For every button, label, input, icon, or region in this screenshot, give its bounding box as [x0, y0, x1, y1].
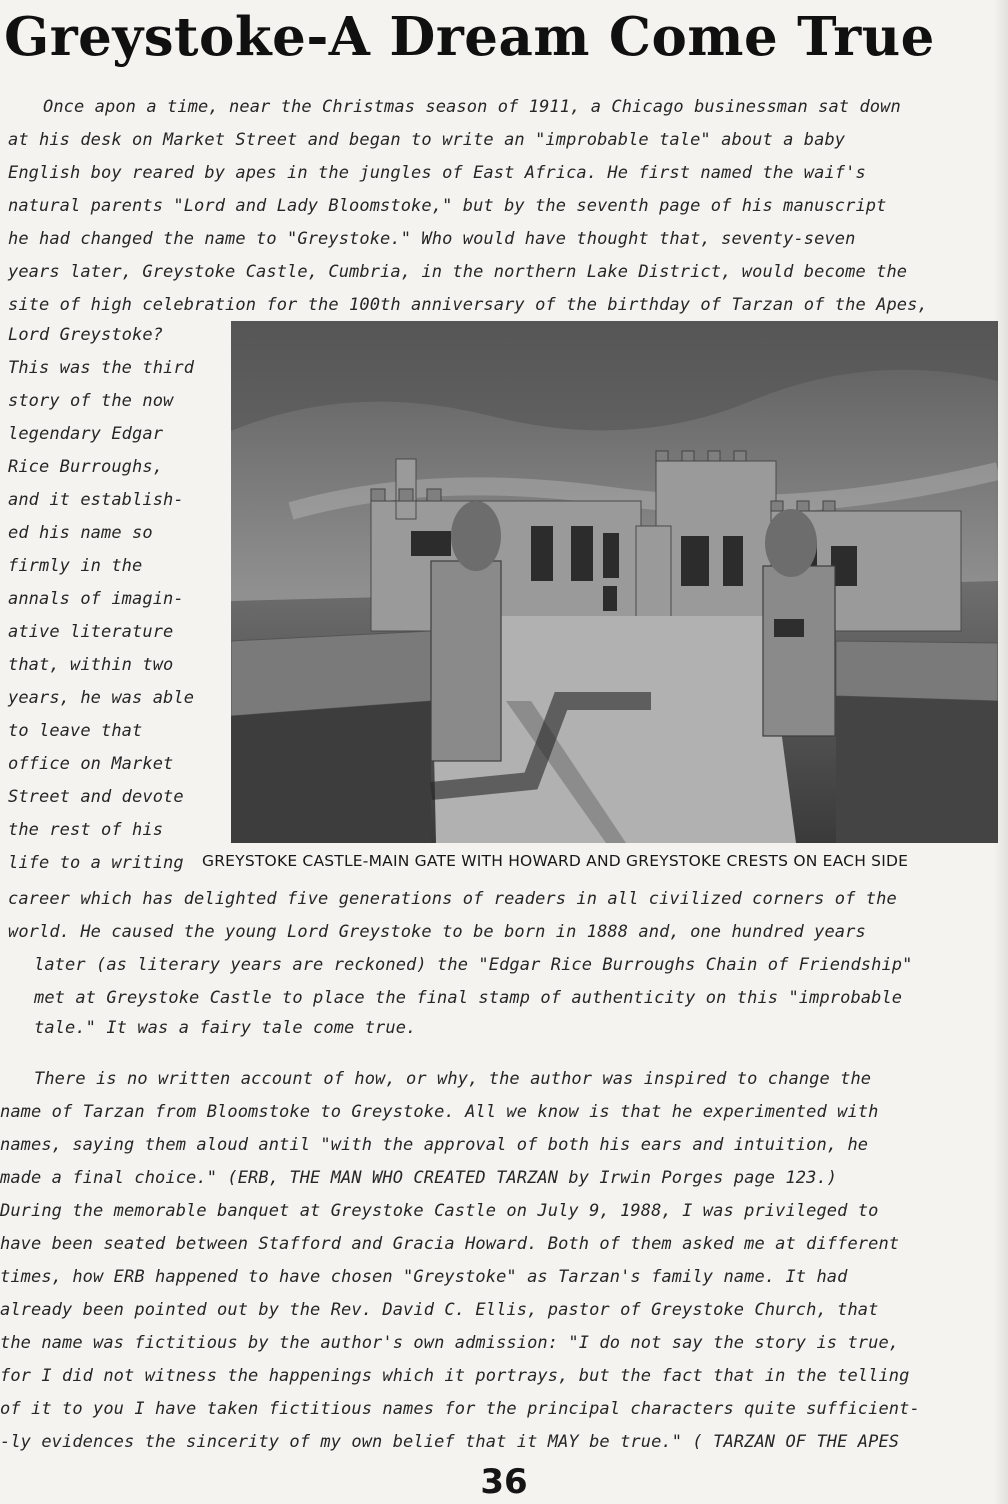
text-line: career which has delighted five generations of readers in all civilized corners of the	[8, 889, 897, 909]
text-line: names, saying them aloud antil "with the approval of both his ears and intuition, he	[0, 1135, 869, 1155]
text-line: for I did not witness the happenings which it portrays, but the fact that in the telling	[0, 1366, 910, 1386]
article-title: Greystoke-A Dream Come True	[4, 6, 935, 68]
text-line: tale." It was a fairy tale come true.	[34, 1018, 417, 1038]
text-line: the rest of his	[8, 820, 164, 840]
text-line: met at Greystoke Castle to place the final stamp of authenticity on this "improbable	[34, 988, 903, 1008]
text-line: made a final choice." (ERB, THE MAN WHO CREATED TARZAN by Irwin Porges page 123.)	[0, 1168, 838, 1188]
text-line: later (as literary years are reckoned) the "Edgar Rice Burroughs Chain of Friendship"	[34, 955, 913, 975]
text-line: story of the now	[8, 391, 174, 411]
text-line: Once apon a time, near the Christmas season of 1911, a Chicago businessman sat down	[43, 97, 901, 117]
text-line: ative literature	[8, 622, 174, 642]
text-line: firmly in the	[8, 556, 143, 576]
text-line: the name was fictitious by the author's own admission: "I do not say the story is true,	[0, 1333, 900, 1353]
photo-caption: GREYSTOKE CASTLE-MAIN GATE WITH HOWARD AND GREYSTOKE CRESTS ON EACH SIDE	[202, 852, 909, 870]
text-line: of it to you I have taken fictitious names for the principal characters quite sufficient-	[0, 1399, 920, 1419]
castle-photo	[231, 321, 998, 843]
text-line: times, how ERB happened to have chosen "Greystoke" as Tarzan's family name. It had	[0, 1267, 848, 1287]
text-line: natural parents "Lord and Lady Bloomstoke," but by the seventh page of his manuscript	[8, 196, 887, 216]
text-line: ed his name so	[8, 523, 153, 543]
text-line: Rice Burroughs,	[8, 457, 164, 477]
text-line: -ly evidences the sincerity of my own belief that it MAY be true." ( TARZAN OF THE APES	[0, 1432, 900, 1452]
text-line: at his desk on Market Street and began to write an "improbable tale" about a baby	[8, 130, 846, 150]
text-line: that, within two	[8, 655, 174, 675]
text-line: office on Market	[8, 754, 174, 774]
text-line: site of high celebration for the 100th anniversary of the birthday of Tarzan of the Apes,	[8, 295, 928, 315]
text-line: English boy reared by apes in the jungles of East Africa. He first named the waif's	[8, 163, 866, 183]
text-line: During the memorable banquet at Greystoke Castle on July 9, 1988, I was privileged to	[0, 1201, 879, 1221]
text-line: This was the third	[8, 358, 195, 378]
text-line: and it establish-	[8, 490, 184, 510]
page-number: 36	[480, 1462, 528, 1502]
text-line: years, he was able	[8, 688, 195, 708]
text-line: name of Tarzan from Bloomstoke to Greystoke. All we know is that he experimented with	[0, 1102, 879, 1122]
text-line: years later, Greystoke Castle, Cumbria, in the northern Lake District, would become the	[8, 262, 908, 282]
text-line: Street and devote	[8, 787, 184, 807]
text-line: Lord Greystoke?	[8, 325, 164, 345]
text-line: already been pointed out by the Rev. David C. Ellis, pastor of Greystoke Church, that	[0, 1300, 879, 1320]
text-line: world. He caused the young Lord Greystoke to be born in 1888 and, one hundred years	[8, 922, 866, 942]
text-line: legendary Edgar	[8, 424, 164, 444]
text-line: he had changed the name to "Greystoke." Who would have thought that, seventy-seven	[8, 229, 856, 249]
text-line: annals of imagin-	[8, 589, 184, 609]
text-line: to leave that	[8, 721, 143, 741]
text-line: have been seated between Stafford and Gracia Howard. Both of them asked me at different	[0, 1234, 900, 1254]
text-line: life to a writing	[8, 853, 184, 873]
text-line: There is no written account of how, or why, the author was inspired to change the	[34, 1069, 872, 1089]
page-edge-shadow	[994, 0, 1008, 1504]
